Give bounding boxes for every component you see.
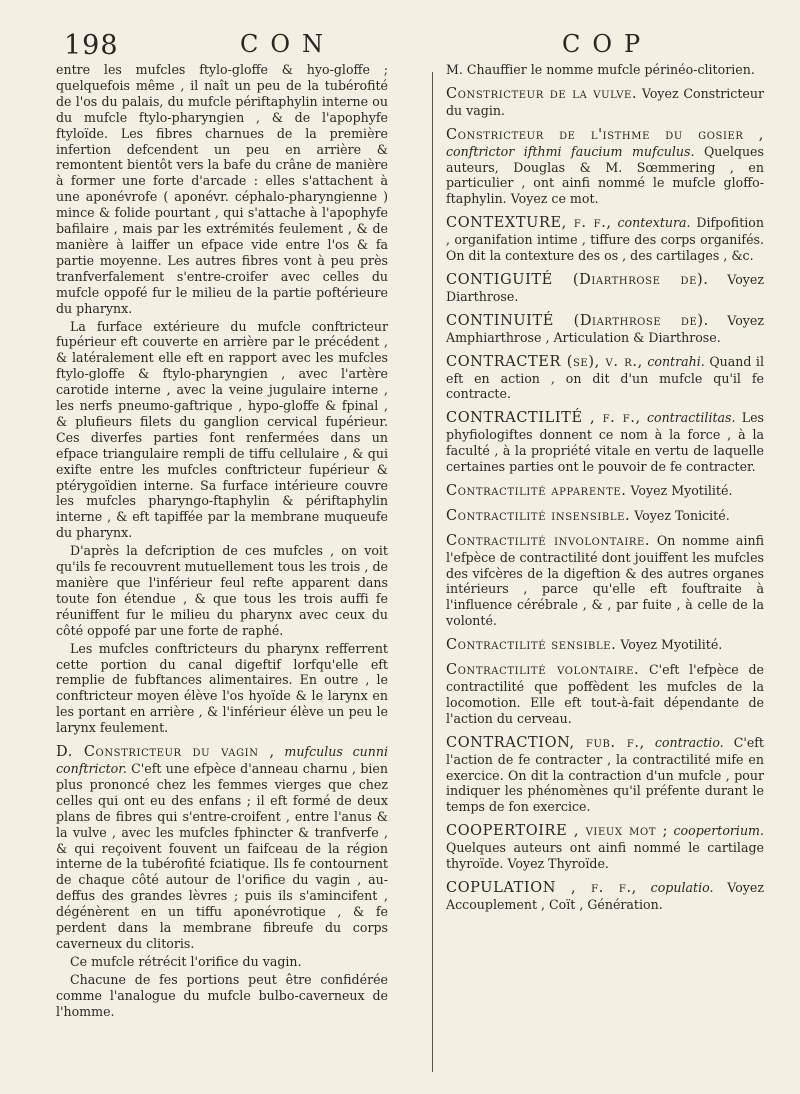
entry-latin-term: copulatio. [650, 879, 714, 895]
entry-headword: COOPERTOIRE , vieux mot ; [446, 823, 669, 840]
entry-text: Voyez Myotilité. [620, 637, 723, 653]
entry-headword: CONTRACTER (se), v. r., [446, 353, 643, 370]
paragraph [56, 972, 388, 1020]
dictionary-entry [446, 508, 764, 525]
dictionary-entry [446, 637, 764, 654]
entry-text: Voyez Constricteur du vagin. [446, 85, 764, 118]
entry-text: Ce mufcle rétrécit l'orifice du vagin. [70, 953, 302, 969]
entry-text: Quand il eft en action , on dit d'un mufcle qu'il fe contracte. [446, 353, 764, 402]
running-head-right: COP [562, 30, 653, 58]
dictionary-entry [446, 272, 764, 305]
entry-headword: D. Constricteur du vagin , [56, 744, 275, 761]
dictionary-entry [446, 127, 764, 208]
entry-text: La furface extérieure du mufcle conftricteur fupérieur eft couverte en arrière par le précédent , & latéralement elle eft en rapport avec les mufcles ftylo-gloffe & ftylo-pharyngien , avec l'artère carotide interne , avec la veine jugulaire interne , les nerfs pneumo-gaftrique , hypo-gloffe & fpinal , & plufieurs filets du ganglion cervical fupérieur. Ces diverfes parties font renfermées dans un efpace triangulaire rempli de tiffu cellulaire , & qui exifte entre les mufcles conftricteur fupérieur & ptérygoïdien interne. Sa furface intérieure couvre les mufcles pharyngo-ftaphylin & périftaphylin interne , & eft tapiffée par la membrane muqueufe du pharynx. [56, 318, 388, 541]
entry-text: Chacune de fes portions peut être confidérée comme l'analogue du mufcle bulbo-caverneux de l'homme. [56, 971, 388, 1019]
dictionary-entry [446, 823, 764, 872]
paragraph [56, 319, 388, 542]
entry-headword: Contractilité insensible. [446, 507, 631, 524]
entry-text: entre les mufcles ftylo-gloffe & hyo-gloffe ; quelquefois même , il naît un peu de la tubérofité de l'os du palais, du mufcle périftaphylin interne ou du mufcle ftylo-pharyngien , & de l'apophyfe ftyloïde. Les fibres charnues de la première infertion defcendent un peu en arrière & remontent bientôt vers la bafe du crâne de manière à former une forte d'arcade : elles s'attachent à une aponévrofe ( aponévr. céphalo-pharyngienne ) mince & folide pourtant , qui s'attache à l'apophyfe bafilaire , mais par les extrémités feulement , & de manière à laiffer un efpace vide entre l'os & fa partie moyenne. Les autres fibres vont à peu près tranfverfalement s'entre-croifer avec celles du mufcle oppofé fur le milieu de la partie poftérieure du pharynx. [56, 62, 388, 316]
entry-headword: CONTRACTILITÉ , f. f., [446, 410, 641, 427]
entry-latin-term: contractio. [654, 734, 724, 750]
entry-latin-term: contextura. [617, 215, 691, 231]
paragraph [56, 62, 388, 317]
entry-text: Les phyfiologiftes donnent ce nom à la force , à la faculté , à la propriété vitale en vertu de laquelle certaines parties ont le pouvoir de fe contracter. [446, 410, 764, 475]
entry-headword: Contractilité involontaire. [446, 532, 651, 549]
entry-latin-term: coopertorium. [673, 823, 764, 839]
entry-text: C'eft l'action de fe contracter , la contractilité mife en exercice. On dit la contraction d'un mufcle , pour indiquer les phénomènes qu'il préfente durant le temps de fon exercice. [446, 734, 764, 815]
entry-text: Difpofition , organifation intime , tiffure des corps organifés. On dit la contexture des os , des cartilages , &c. [446, 215, 764, 264]
paragraph [56, 641, 388, 736]
dictionary-entry [446, 410, 764, 475]
entry-text: Voyez Tonicité. [634, 507, 730, 523]
entry-latin-term: conftrictor ifthmi faucium mufculus. [446, 143, 695, 159]
entry-headword: CONTIGUITÉ (Diarthrose de). [446, 271, 709, 288]
page-header [0, 22, 800, 62]
entry-text: Quelques auteurs, Douglas & M. Sœmmering , en particulier , ont ainfi nommé le mufcle gloffo-ftaphylin. Voyez ce mot. [446, 143, 764, 207]
entry-text: Voyez Diarthrose. [446, 271, 764, 304]
entry-text: M. Chauffier le nomme mufcle périnéo-clitorien. [446, 62, 755, 77]
entry-latin-term: mufculus cunni conftrictor. [56, 744, 388, 776]
dictionary-entry [446, 735, 764, 816]
entry-text: Voyez Myotilité. [630, 482, 733, 498]
left-column [56, 62, 388, 1021]
right-column [446, 62, 764, 915]
entry-headword: Constricteur de la vulve. [446, 85, 638, 102]
dictionary-entry [446, 313, 764, 346]
entry-text: On nomme ainfi l'efpèce de contractilité dont jouiffent les mufcles des vifcères de la digeftion & des autres organes intérieurs , parce qu'elle eft fouftraite à l'influence cérébrale , & , par fuite , à celle de la volonté. [446, 532, 764, 629]
entry-headword: Contractilité apparente. [446, 482, 627, 499]
dictionary-entry [446, 483, 764, 500]
column-divider [432, 72, 433, 1072]
entry-headword: COPULATION , f. f., [446, 879, 637, 896]
page-number: 198 [64, 30, 119, 61]
entry-text: Les mufcles conftricteurs du pharynx refferrent cette portion du canal digeftif lorfqu'elle eft remplie de fubftances alimentaires. En outre , le conftricteur moyen élève l'os hyoïde & le larynx en les portant en arrière , & l'inférieur élève un peu le larynx feulement. [56, 640, 388, 736]
entry-text: C'eft l'efpèce de contractilité que poffèdent les mufcles de la locomotion. Elle eft tout-à-fait dépendante de l'action du cerveau. [446, 662, 764, 726]
paragraph [56, 543, 388, 638]
dictionary-entry [446, 880, 764, 913]
entry-latin-term: contractilitas. [646, 410, 736, 426]
entry-headword: Contractilité volontaire. [446, 662, 640, 679]
entry-text: Quelques auteurs ont ainfi nommé le cartilage thyroïde. Voyez Thyroïde. [446, 840, 764, 872]
dictionary-entry [446, 662, 764, 727]
entry-text: Voyez Amphiarthrose , Articulation & Diarthrose. [446, 312, 764, 345]
paragraph [446, 62, 764, 78]
dictionary-entry [56, 744, 388, 952]
entry-text: Voyez Accouplement , Coït , Génération. [446, 879, 764, 912]
entry-headword: Contractilité sensible. [446, 637, 617, 654]
entry-latin-term: contrahi. [647, 353, 705, 369]
dictionary-entry [446, 86, 764, 119]
running-head-left: CON [240, 30, 336, 58]
entry-headword: CONTRACTION, fub. f., [446, 734, 645, 751]
dictionary-entry [446, 215, 764, 264]
dictionary-entry [446, 354, 764, 403]
entry-text: C'eft une efpèce d'anneau charnu , bien plus prononcé chez les femmes vierges que chez celles qui ont eu des enfans ; il eft formé de deux plans de fibres qui s'entre-croifent , entre l'anus & la vulve , avec les mufcles fphincter & tranfverfe , & qui reçoivent fouvent un faifceau de la région interne de la tubérofité fciatique. Ils fe contournent de chaque côté autour de l'orifice du vagin , au-deffus des grandes lèvres ; puis ils s'amincifent , dégénèrent en un tiffu aponévrotique , & fe perdent dans la membrane fibreufe du corps caverneux du clitoris. [56, 760, 388, 951]
paragraph [56, 954, 388, 970]
entry-headword: CONTEXTURE, f. f., [446, 215, 612, 232]
entry-headword: CONTINUITÉ (Diarthrose de). [446, 312, 709, 329]
entry-text: D'après la defcription de ces mufcles , on voit qu'ils fe recouvrent mutuellement tous les trois , de manière que l'inférieur feul refte apparent dans toute fon étendue , & que tous les trois auffi fe réuniffent fur le milieu du pharynx avec ceux du côté oppofé par une forte de raphé. [56, 543, 388, 638]
dictionary-entry [446, 533, 764, 629]
entry-headword: Constricteur de l'isthme du gosier , [446, 126, 764, 143]
